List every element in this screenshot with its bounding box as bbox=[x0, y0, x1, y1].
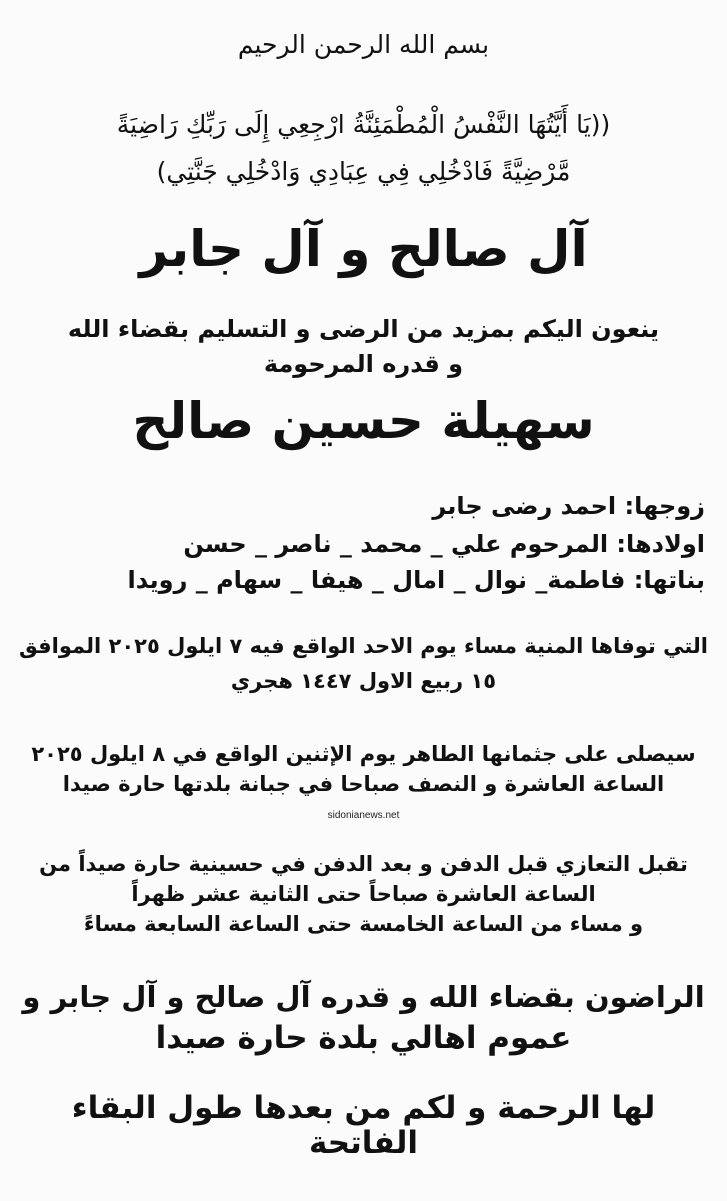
deceased-name: سهيلة حسين صالح bbox=[132, 392, 595, 450]
relatives-husband: زوجها: احمد رضى جابر bbox=[432, 492, 705, 520]
funeral-line-2: الساعة العاشرة و النصف صباحا في جبانة بلدتها حارة صيدا bbox=[62, 772, 665, 796]
funeral-line-1: سيصلى على جثمانها الطاهر يوم الإثنين الواقع في ٨ ايلول ٢٠٢٥ bbox=[31, 742, 696, 766]
death-info-line-1: التي توفاها المنية مساء يوم الاحد الواقع فيه ٧ ايلول ٢٠٢٥ الموافق bbox=[18, 634, 708, 658]
closing-line-1: الراضون بقضاء الله و قدره آل صالح و آل جابر و bbox=[22, 980, 705, 1014]
closing-line-4: الفاتحة bbox=[309, 1125, 418, 1161]
condolences-line-2: الساعة العاشرة صباحاً حتى الثانية عشر ظهراً bbox=[131, 882, 596, 906]
relatives-daughters: بناتها: فاطمة_ نوال _ امال _ هيفا _ سهام _ رويدا bbox=[127, 566, 705, 594]
announcement-line-1: ينعون اليكم بمزيد من الرضى و التسليم بقضاء الله bbox=[67, 315, 660, 343]
quran-verse-line-1: ((يَا أَيَّتُهَا النَّفْسُ الْمُطْمَئِنَّةُ ارْجِعِي إِلَى رَبِّكِ رَاضِيَةً bbox=[116, 110, 611, 139]
closing-line-2: عموم اهالي بلدة حارة صيدا bbox=[155, 1020, 572, 1056]
quran-verse-line-2: مَّرْضِيَّةً فَادْخُلِي فِي عِبَادِي وَادْخُلِي جَنَّتِي) bbox=[156, 157, 571, 186]
relatives-sons: اولادها: المرحوم علي _ محمد _ ناصر _ حسن bbox=[183, 530, 705, 558]
condolences-line-1: تقبل التعازي قبل الدفن و بعد الدفن في حسينية حارة صيداً من bbox=[39, 852, 688, 876]
announcement-line-2: و قدره المرحومة bbox=[263, 350, 464, 378]
family-names-heading: آل صالح و آل جابر bbox=[139, 220, 588, 278]
watermark: sidonianews.net bbox=[327, 810, 400, 821]
condolences-line-3: و مساء من الساعة الخامسة حتى الساعة السابعة مساءً bbox=[83, 912, 644, 936]
closing-line-3: لها الرحمة و لكم من بعدها طول البقاء bbox=[71, 1090, 656, 1126]
death-info-line-2: ١٥ ربيع الاول ١٤٤٧ هجري bbox=[230, 669, 497, 693]
basmala: بسم الله الرحمن الرحيم bbox=[237, 30, 490, 59]
